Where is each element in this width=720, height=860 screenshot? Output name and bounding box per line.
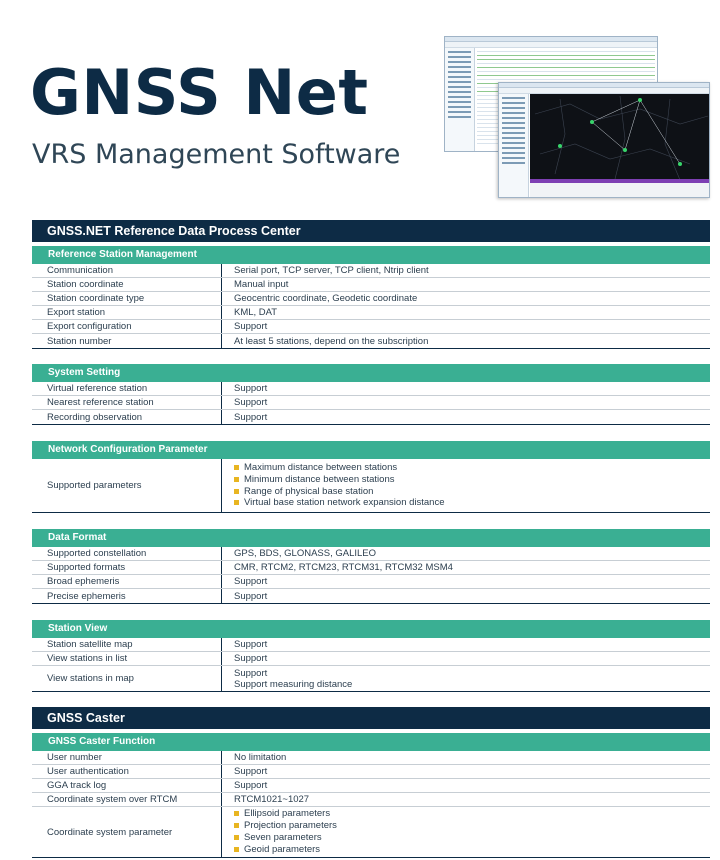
table-row — [32, 382, 710, 396]
table-row — [32, 396, 710, 410]
map-graphic — [530, 94, 710, 181]
row-label: Virtual reference station — [32, 382, 222, 395]
row-value: Support — [234, 639, 268, 650]
row-label: Supported constellation — [32, 547, 222, 560]
table-row — [32, 292, 710, 306]
table-row — [32, 652, 710, 666]
row-label: Precise ephemeris — [32, 589, 222, 603]
row-value: At least 5 stations, depend on the subscription — [234, 335, 429, 347]
row-value: GPS, BDS, GLONASS, GALILEO — [234, 548, 377, 559]
table-network-configuration — [32, 459, 710, 513]
list-item: Geoid parameters — [234, 844, 710, 856]
table-station-view — [32, 638, 710, 692]
row-value: Support — [234, 780, 268, 791]
row-label: User authentication — [32, 765, 222, 778]
row-label: Broad ephemeris — [32, 575, 222, 588]
row-value: Support — [234, 653, 268, 664]
list-item: Range of physical base station — [234, 486, 710, 498]
table-row — [32, 666, 710, 691]
row-label: Nearest reference station — [32, 396, 222, 409]
page-subtitle: VRS Management Software — [32, 139, 401, 170]
parameter-list — [234, 808, 710, 855]
value-line: Support measuring distance — [234, 678, 353, 690]
row-value: No limitation — [234, 752, 287, 763]
list-item: Projection parameters — [234, 820, 710, 832]
list-item: Minimum distance between stations — [234, 474, 710, 486]
table-row — [32, 575, 710, 589]
row-value — [222, 459, 710, 512]
table-row — [32, 751, 710, 765]
list-item: Maximum distance between stations — [234, 462, 710, 474]
table-row — [32, 320, 710, 334]
row-label: Station coordinate — [32, 278, 222, 291]
row-value: Support — [234, 766, 268, 777]
table-row — [32, 410, 710, 424]
table-row — [32, 561, 710, 575]
row-value — [222, 666, 710, 691]
table-system-setting — [32, 382, 710, 425]
category-header-network-configuration: Network Configuration Parameter — [32, 441, 710, 459]
row-value: Support — [234, 321, 268, 332]
row-value: Serial port, TCP server, TCP client, Ntrip client — [234, 265, 429, 276]
row-label: Recording observation — [32, 410, 222, 424]
list-item: Virtual base station network expansion distance — [234, 497, 710, 509]
row-label: GGA track log — [32, 779, 222, 792]
row-label: Station satellite map — [32, 638, 222, 651]
row-label: User number — [32, 751, 222, 764]
table-row — [32, 278, 710, 292]
row-value: Support — [234, 397, 268, 408]
row-label: View stations in list — [32, 652, 222, 665]
table-row — [32, 459, 710, 512]
table-caster-function — [32, 751, 710, 858]
row-value: Support — [234, 576, 268, 587]
row-value: KML, DAT — [234, 307, 278, 318]
row-value: Manual input — [234, 279, 289, 290]
table-row — [32, 807, 710, 857]
row-label: Export configuration — [32, 320, 222, 333]
category-header-caster-function: GNSS Caster Function — [32, 733, 710, 751]
parameter-list — [234, 462, 710, 509]
row-label: Supported parameters — [32, 459, 222, 512]
row-value: CMR, RTCM2, RTCM23, RTCM31, RTCM32 MSM4 — [234, 562, 453, 573]
table-row — [32, 264, 710, 278]
row-value: Support — [234, 590, 268, 602]
table-row — [32, 334, 710, 348]
section-header-data-process-center: GNSS.NET Reference Data Process Center — [32, 220, 710, 242]
list-item: Ellipsoid parameters — [234, 808, 710, 820]
list-item: Seven parameters — [234, 832, 710, 844]
row-label: Coordinate system parameter — [32, 807, 222, 857]
row-label: Coordinate system over RTCM — [32, 793, 222, 806]
row-value: Support — [234, 411, 268, 423]
table-station-management — [32, 264, 710, 349]
table-row — [32, 793, 710, 807]
row-label: Communication — [32, 264, 222, 277]
value-line: Support — [234, 667, 268, 679]
category-header-system-setting: System Setting — [32, 364, 710, 382]
row-label: Supported formats — [32, 561, 222, 574]
table-data-format — [32, 547, 710, 604]
table-row — [32, 547, 710, 561]
row-label: Station coordinate type — [32, 292, 222, 305]
row-label: Export station — [32, 306, 222, 319]
row-value: Geocentric coordinate, Geodetic coordinate — [234, 293, 418, 304]
row-value: RTCM1021~1027 — [234, 794, 310, 805]
row-value: Support — [234, 383, 268, 394]
row-label: View stations in map — [32, 666, 222, 691]
category-header-data-format: Data Format — [32, 529, 710, 547]
category-header-station-management: Reference Station Management — [32, 246, 710, 264]
category-header-station-view: Station View — [32, 620, 710, 638]
table-row — [32, 638, 710, 652]
table-row — [32, 306, 710, 320]
station-map-screenshot — [498, 82, 710, 198]
section-header-gnss-caster: GNSS Caster — [32, 707, 710, 729]
page-title: GNSS Net — [30, 56, 369, 129]
row-label: Station number — [32, 334, 222, 348]
table-row — [32, 765, 710, 779]
table-row — [32, 779, 710, 793]
table-row — [32, 589, 710, 603]
row-value — [222, 807, 710, 857]
